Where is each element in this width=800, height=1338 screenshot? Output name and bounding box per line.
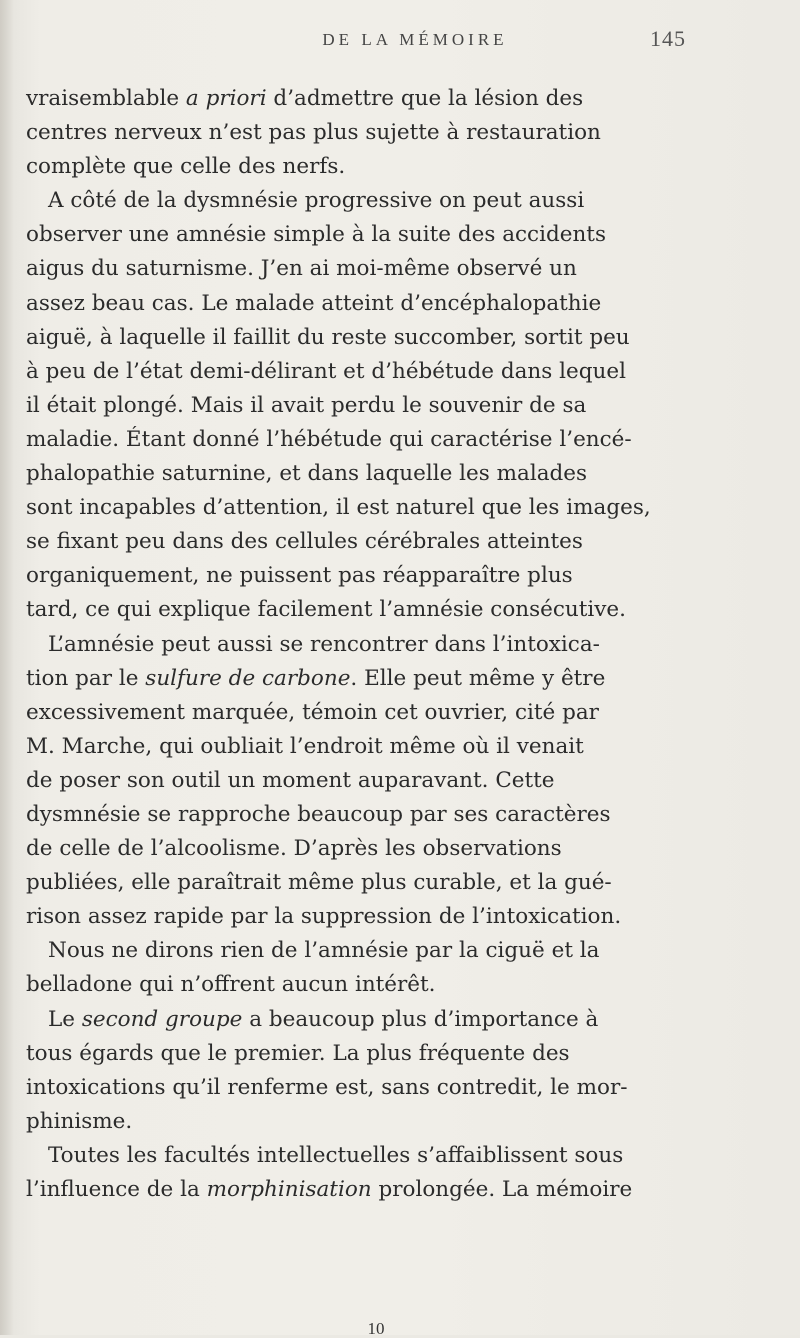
text-line: Le second groupe a beaucoup plus d’importance à: [48, 1006, 599, 1032]
body-text: [26, 82, 782, 1207]
italic-phrase: a priori: [185, 86, 267, 111]
running-head: [0, 26, 800, 70]
text-line: tard, ce qui explique facilement l’amnésie consécutive.: [26, 597, 626, 623]
text-line: de celle de l’alcoolisme. D’après les observations: [26, 836, 562, 862]
italic-phrase: second groupe: [81, 1006, 243, 1032]
text-line: tous égards que le premier. La plus fréquente des: [26, 1040, 570, 1066]
text-line: complète que celle des nerfs.: [26, 154, 346, 180]
text-line: organiquement, ne puissent pas réapparaître plus: [26, 563, 573, 589]
text-line: sont incapables d’attention, il est naturel que les images,: [26, 495, 651, 521]
text-line: aiguë, à laquelle il faillit du reste succomber, sortit peu: [26, 324, 630, 350]
text-line: centres nerveux n’est pas plus sujette à restauration: [26, 120, 601, 146]
text-line: phalopathie saturnine, et dans laquelle les malades: [26, 461, 588, 487]
text-line: A côté de la dysmnésie progressive on peut aussi: [48, 188, 585, 214]
text-line: phinisme.: [26, 1108, 133, 1134]
binding-shadow: [0, 0, 14, 1335]
text-line: L’amnésie peut aussi se rencontrer dans l’intoxica-: [48, 631, 600, 657]
text-line: tion par le sulfure de carbone. Elle peut même y être: [26, 665, 606, 691]
text-line: belladone qui n’offrent aucun intérêt.: [26, 972, 436, 998]
text-line: l’influence de la morphinisation prolongée. La mémoire: [26, 1177, 633, 1202]
text-line: se fixant peu dans des cellules cérébrales atteintes: [26, 529, 583, 555]
text-line: à peu de l’état demi-délirant et d’hébétude dans lequel: [26, 358, 626, 384]
text-line: observer une amnésie simple à la suite des accidents: [26, 222, 606, 248]
text-line: il était plongé. Mais il avait perdu le souvenir de sa: [26, 392, 587, 418]
text-line: assez beau cas. Le malade atteint d’encéphalopathie: [26, 290, 602, 316]
text-line: Nous ne dirons rien de l’amnésie par la ciguë et la: [48, 938, 600, 964]
signature-mark: 10: [367, 1319, 385, 1338]
text-line: aigus du saturnisme. J’en ai moi-même observé un: [26, 256, 577, 282]
text-line: vraisemblable a priori d’admettre que la lésion des: [26, 86, 584, 111]
italic-phrase: morphinisation: [206, 1177, 372, 1202]
text-line: M. Marche, qui oubliait l’endroit même où il venait: [26, 733, 584, 759]
running-title: DE LA MÉMOIRE: [322, 30, 508, 49]
text-line: dysmnésie se rapproche beaucoup par ses caractères: [26, 801, 611, 827]
text-line: intoxications qu’il renferme est, sans contredit, le mor-: [26, 1074, 628, 1100]
text-line: Toutes les facultés intellectuelles s’affaiblissent sous: [48, 1142, 624, 1168]
text-line: excessivement marquée, témoin cet ouvrier, cité par: [26, 699, 599, 725]
text-line: maladie. Étant donné l’hébétude qui caractérise l’encé-: [26, 426, 632, 452]
text-line: publiées, elle paraîtrait même plus curable, et la gué-: [26, 870, 612, 896]
page-number: 145: [650, 26, 686, 51]
text-line: de poser son outil un moment auparavant. Cette: [26, 767, 555, 793]
text-line: rison assez rapide par la suppression de l’intoxication.: [26, 904, 622, 930]
italic-phrase: sulfure de carbone: [145, 665, 351, 691]
